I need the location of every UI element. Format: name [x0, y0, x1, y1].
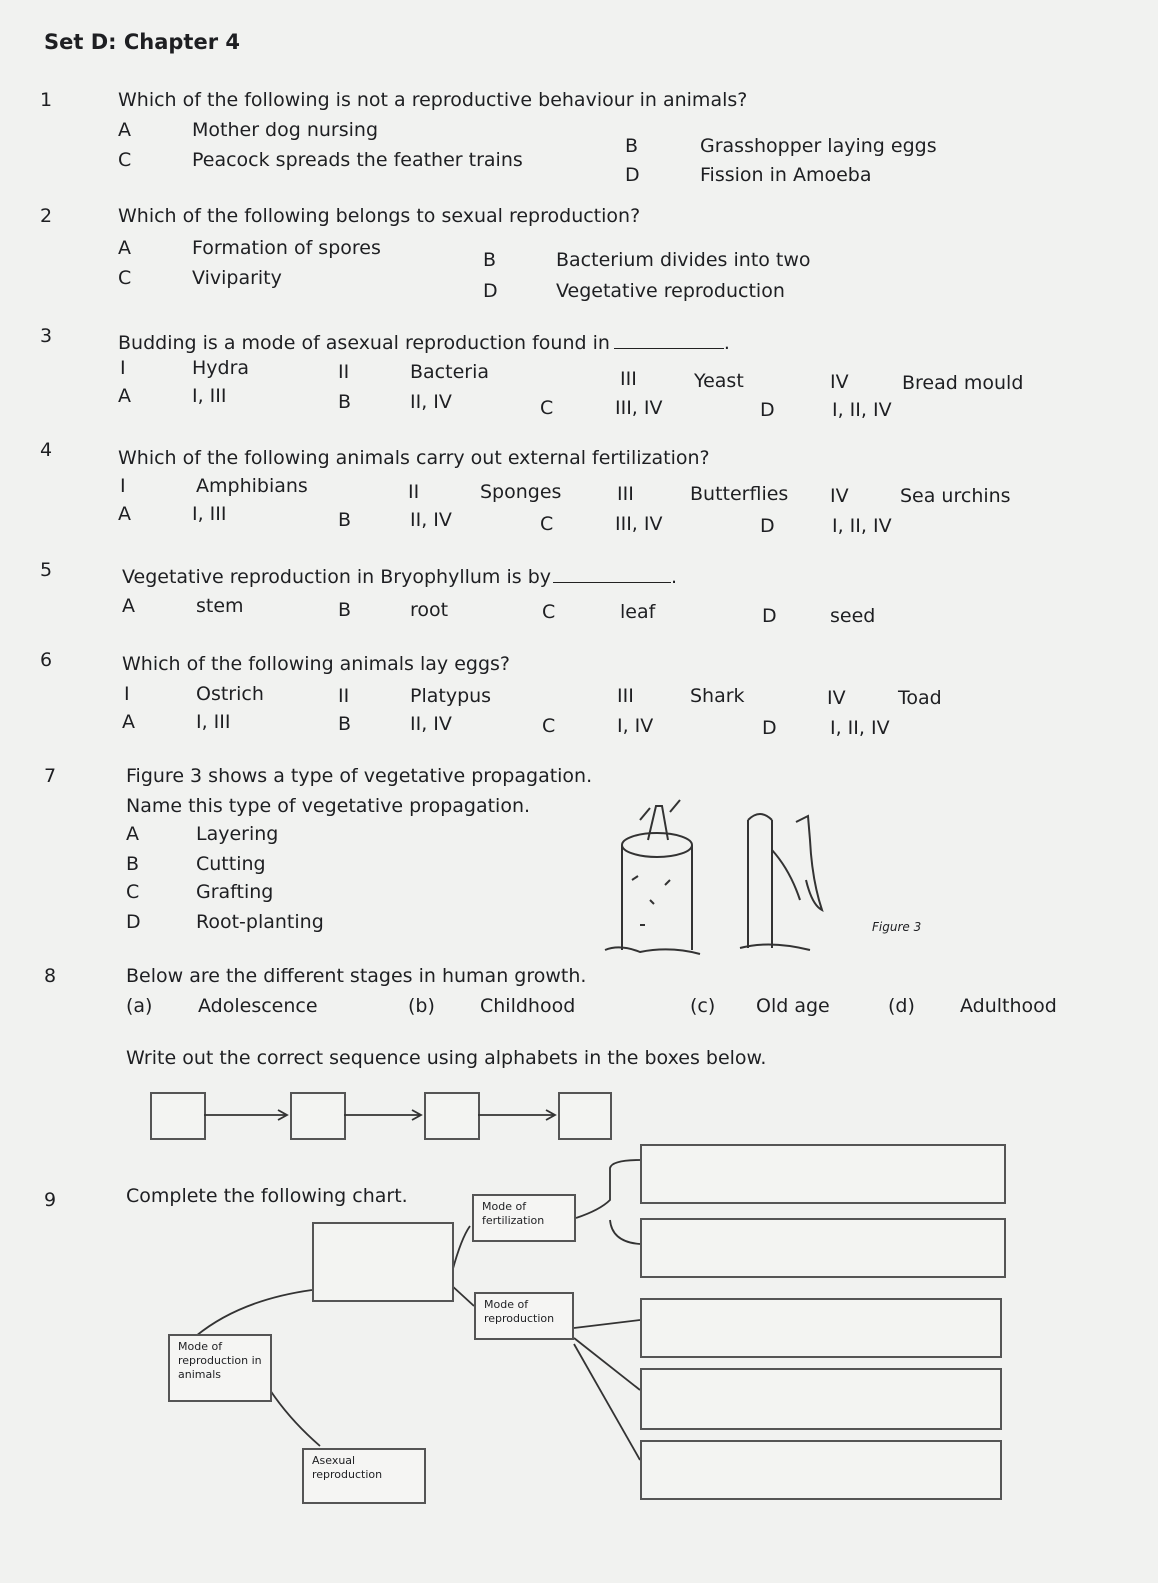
q2-option-c-letter: C [118, 267, 132, 289]
q1-text: Which of the following is not a reproductive behaviour in animals? [118, 89, 748, 111]
q8-stage-b: Childhood [480, 995, 576, 1017]
chart-node-fertilization: Mode of fertilization [472, 1194, 576, 1242]
q3-option-d: I, II, IV [832, 399, 892, 421]
q3-text [118, 330, 730, 355]
q4-option-b: II, IV [410, 509, 452, 531]
q3-item-3-roman: III [620, 368, 637, 390]
q3-option-b: II, IV [410, 391, 452, 413]
q2-option-a-letter: A [118, 237, 131, 259]
chart-blank-fert-2[interactable] [640, 1218, 1006, 1278]
q6-item-3-roman: III [617, 685, 634, 707]
q8-stage-a: Adolescence [198, 995, 318, 1017]
q4-option-a-letter: A [118, 503, 131, 525]
chart-node-reproduction: Mode of reproduction [474, 1292, 574, 1340]
q4-option-b-letter: B [338, 509, 352, 531]
q1-option-c: Peacock spreads the feather trains [192, 149, 523, 171]
q6-item-3: Shark [690, 685, 745, 707]
sequence-box-3[interactable] [424, 1092, 480, 1140]
q3-item-4: Bread mould [902, 372, 1024, 394]
q3-option-d-letter: D [760, 399, 775, 421]
q3-end: . [723, 332, 730, 354]
q9-text: Complete the following chart. [126, 1185, 408, 1207]
q8-stage-d-letter: (d) [888, 995, 915, 1017]
q6-option-c: I, IV [617, 715, 654, 737]
chart-node-asexual: Asexual reproduction [302, 1448, 426, 1504]
sequence-box-1[interactable] [150, 1092, 206, 1140]
q3-option-c-letter: C [540, 397, 554, 419]
q4-option-a: I, III [192, 503, 227, 525]
figure-3-label: Figure 3 [872, 920, 922, 934]
q3-item-2: Bacteria [410, 361, 489, 383]
q5-option-c-letter: C [542, 601, 556, 623]
q6-item-4-roman: IV [827, 687, 846, 709]
q5-stem: Vegetative reproduction in Bryophyllum is by [122, 566, 551, 588]
q3-option-a-letter: A [118, 385, 131, 407]
q4-item-4: Sea urchins [900, 485, 1011, 507]
q3-option-b-letter: B [338, 391, 352, 413]
q4-option-c: III, IV [615, 513, 663, 535]
q6-item-4: Toad [898, 687, 942, 709]
q6-item-1-roman: I [124, 683, 130, 705]
q7-option-b-letter: B [126, 853, 140, 875]
q8-stage-d: Adulthood [960, 995, 1057, 1017]
q3-item-4-roman: IV [830, 371, 849, 393]
q1-option-b-letter: B [625, 135, 639, 157]
q6-item-2: Platypus [410, 685, 492, 707]
q8-stage-a-letter: (a) [126, 995, 153, 1017]
q3-item-1: Hydra [192, 357, 250, 379]
q3-item-1-roman: I [120, 357, 126, 379]
q7-option-c: Grafting [196, 881, 274, 903]
q5-blank [553, 564, 671, 583]
chart-blank-fert-1[interactable] [640, 1144, 1006, 1204]
q2-option-b: Bacterium divides into two [556, 249, 811, 271]
q5-text [122, 564, 677, 589]
q2-option-a: Formation of spores [192, 237, 381, 259]
q1-option-d: Fission in Amoeba [700, 164, 872, 186]
q4-item-3: Butterflies [690, 483, 789, 505]
q5-end: . [671, 566, 678, 588]
q6-text: Which of the following animals lay eggs? [122, 653, 510, 675]
q1-option-d-letter: D [625, 164, 640, 186]
q4-item-2: Sponges [480, 481, 562, 503]
q4-item-2-roman: II [408, 481, 420, 503]
q6-option-d-letter: D [762, 717, 777, 739]
q9-number: 9 [44, 1189, 57, 1211]
q4-option-c-letter: C [540, 513, 554, 535]
q7-option-d: Root-planting [196, 911, 324, 933]
q1-option-c-letter: C [118, 149, 132, 171]
q8-stage-b-letter: (b) [408, 995, 435, 1017]
q5-number: 5 [40, 559, 53, 581]
q2-number: 2 [40, 205, 53, 227]
q3-item-2-roman: II [338, 361, 350, 383]
q3-option-c: III, IV [615, 397, 663, 419]
q2-option-d-letter: D [483, 280, 498, 302]
q6-number: 6 [40, 649, 53, 671]
q2-option-b-letter: B [483, 249, 497, 271]
q8-number: 8 [44, 965, 57, 987]
q3-item-3: Yeast [694, 370, 744, 392]
q6-item-1: Ostrich [196, 683, 264, 705]
q4-text: Which of the following animals carry out external fertilization? [118, 447, 710, 469]
q7-text-2: Name this type of vegetative propagation. [126, 795, 531, 817]
q7-number: 7 [44, 765, 57, 787]
q7-option-a-letter: A [126, 823, 139, 845]
page-title: Set D: Chapter 4 [44, 30, 240, 54]
q8-stage-c-letter: (c) [690, 995, 716, 1017]
q7-option-d-letter: D [126, 911, 141, 933]
q6-option-c-letter: C [542, 715, 556, 737]
q1-option-b: Grasshopper laying eggs [700, 135, 937, 157]
q5-option-c: leaf [620, 601, 656, 623]
q6-option-a-letter: A [122, 711, 135, 733]
q5-option-a: stem [196, 595, 244, 617]
q4-item-3-roman: III [617, 483, 634, 505]
q6-option-a: I, III [196, 711, 231, 733]
q7-option-c-letter: C [126, 881, 140, 903]
q5-option-a-letter: A [122, 595, 135, 617]
q7-option-a: Layering [196, 823, 279, 845]
chart-blank-repro-3[interactable] [640, 1440, 1002, 1500]
q7-option-b: Cutting [196, 853, 266, 875]
chart-blank-main[interactable] [312, 1222, 454, 1302]
q1-option-a-letter: A [118, 119, 131, 141]
q8-text: Below are the different stages in human growth. [126, 965, 587, 987]
q3-option-a: I, III [192, 385, 227, 407]
q3-stem: Budding is a mode of asexual reproduction found in [118, 332, 610, 354]
sequence-box-4[interactable] [558, 1092, 612, 1140]
q8-stage-c: Old age [756, 995, 830, 1017]
q3-blank [614, 330, 724, 349]
q3-number: 3 [40, 325, 53, 347]
q5-option-b: root [410, 599, 449, 621]
q2-text: Which of the following belongs to sexual reproduction? [118, 205, 641, 227]
q6-item-2-roman: II [338, 685, 350, 707]
q2-option-c: Viviparity [192, 267, 282, 289]
q6-option-d: I, II, IV [830, 717, 890, 739]
q4-number: 4 [40, 439, 53, 461]
q8-instruction: Write out the correct sequence using alphabets in the boxes below. [126, 1047, 767, 1069]
q4-option-d: I, II, IV [832, 515, 892, 537]
q4-item-1: Amphibians [196, 475, 308, 497]
q4-item-4-roman: IV [830, 485, 849, 507]
q5-option-d: seed [830, 605, 876, 627]
q1-number: 1 [40, 89, 53, 111]
q4-item-1-roman: I [120, 475, 126, 497]
chart-blank-repro-1[interactable] [640, 1298, 1002, 1358]
q4-option-d-letter: D [760, 515, 775, 537]
q6-option-b-letter: B [338, 713, 352, 735]
q1-option-a: Mother dog nursing [192, 119, 379, 141]
chart-blank-repro-2[interactable] [640, 1368, 1002, 1430]
q5-option-b-letter: B [338, 599, 352, 621]
q5-option-d-letter: D [762, 605, 777, 627]
q7-text-1: Figure 3 shows a type of vegetative propagation. [126, 765, 593, 787]
q2-option-d: Vegetative reproduction [556, 280, 785, 302]
chart-node-root: Mode of reproduction in animals [168, 1334, 272, 1402]
sequence-box-2[interactable] [290, 1092, 346, 1140]
q6-option-b: II, IV [410, 713, 452, 735]
